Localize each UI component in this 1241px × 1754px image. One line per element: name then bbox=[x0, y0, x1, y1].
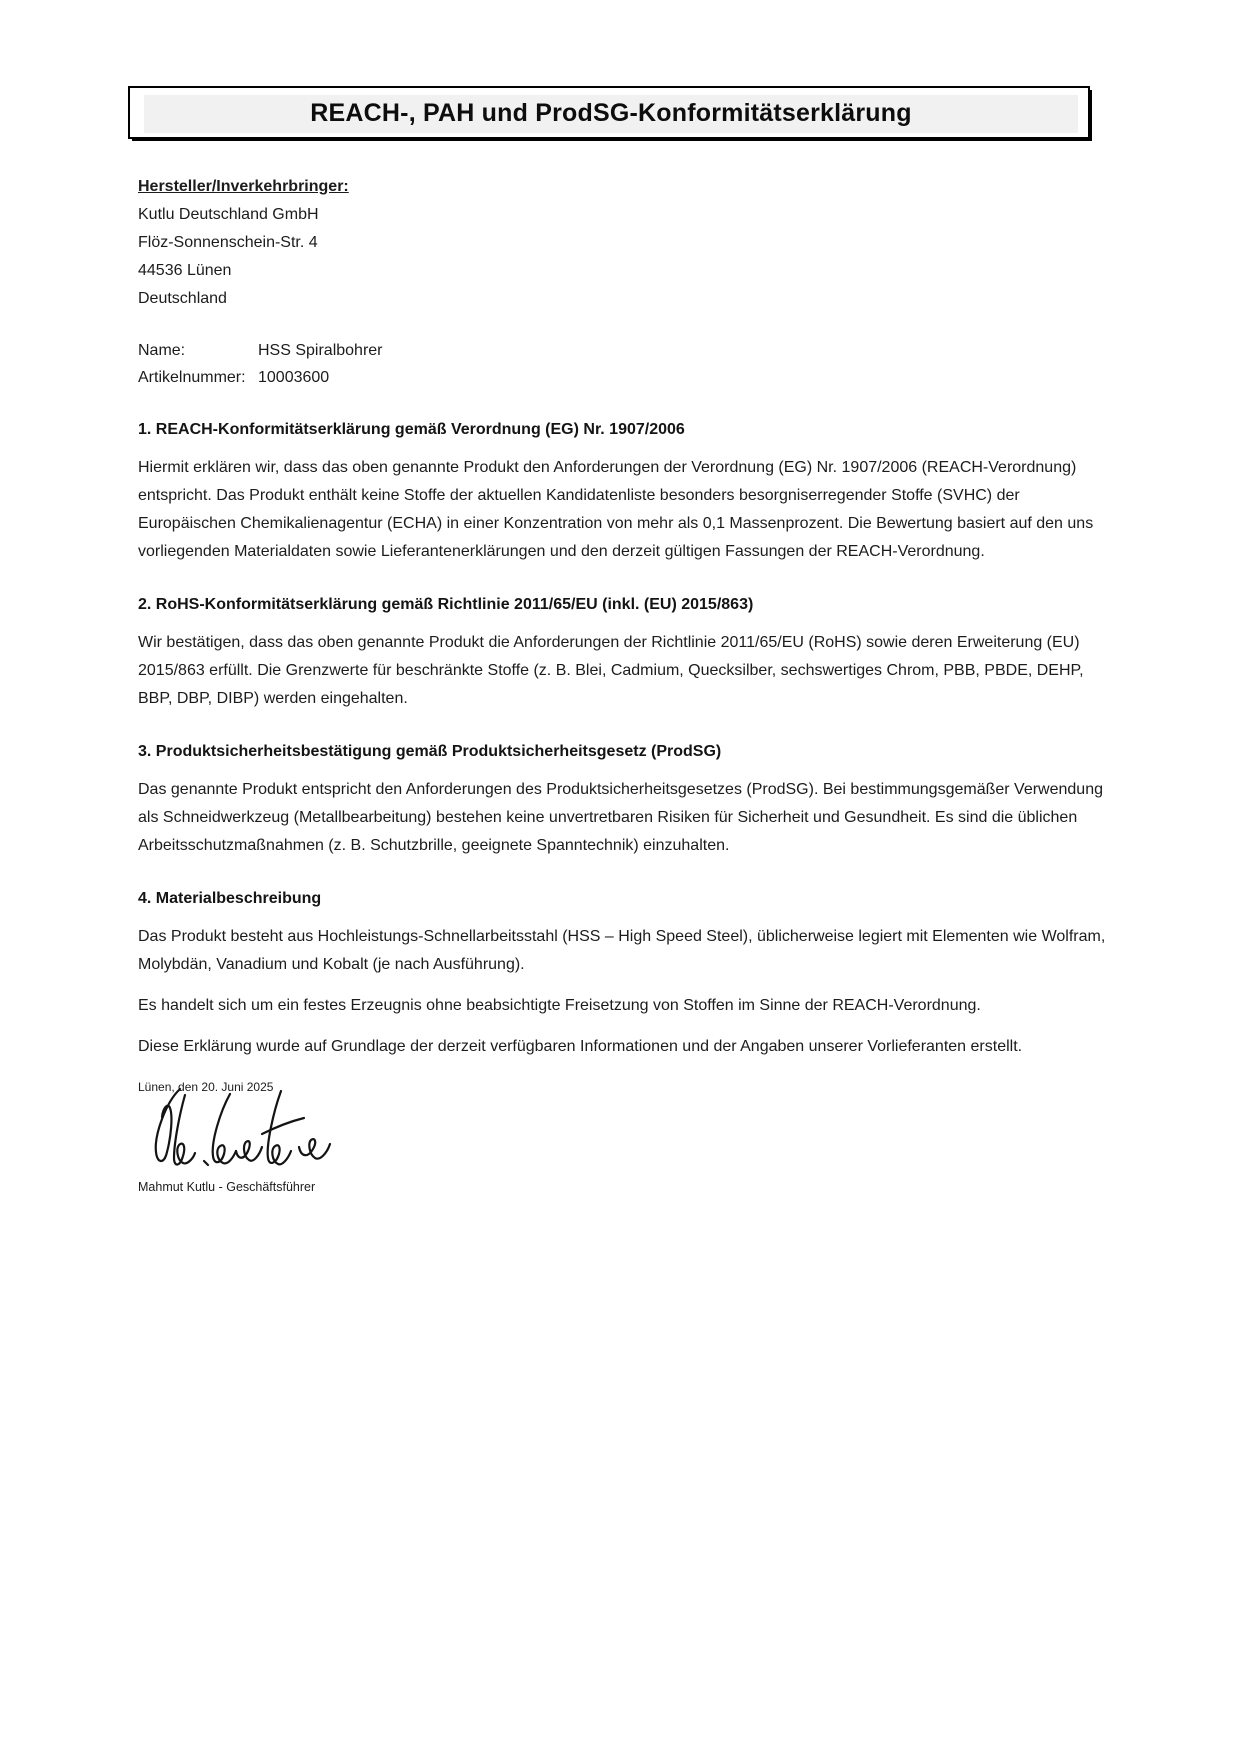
manufacturer-name: Kutlu Deutschland GmbH bbox=[138, 206, 319, 223]
section-reach-paragraph: Hiermit erklären wir, dass das oben genannte Produkt den Anforderungen der Verordnung (EG) Nr. 1907/2006 (REACH-Verordnung) entspricht. Das Produkt enthält keine Stoffe der aktuellen Kandidatenliste besonders besorgniserregender Stoffe (SVHC) der Europäischen Chemikalienagentur (ECHA) in einer Konzentration von mehr als 0,1 Massenprozent. Die Bewertung basiert auf den uns vorliegenden Materialdaten sowie Lieferantenerklärungen und den derzeit gültigen Fassungen der REACH-Verordnung. bbox=[138, 459, 1094, 560]
manufacturer-city: 44536 Lünen bbox=[138, 262, 232, 279]
product-article-label: Artikelnummer: bbox=[138, 369, 246, 386]
section-rohs bbox=[138, 594, 1113, 713]
signature-image bbox=[150, 1085, 1113, 1177]
product-name-value: HSS Spiralbohrer bbox=[258, 342, 383, 359]
section-material bbox=[138, 888, 1113, 1061]
section-material-paragraph-3: Diese Erklärung wurde auf Grundlage der derzeit verfügbaren Informationen und der Angaben unserer Vorlieferanten erstellt. bbox=[138, 1038, 1023, 1055]
manufacturer-country: Deutschland bbox=[138, 290, 227, 307]
product-block bbox=[138, 337, 1113, 391]
manufacturer-heading: Hersteller/Inverkehrbringer: bbox=[138, 178, 349, 195]
section-material-paragraph-1: Das Produkt besteht aus Hochleistungs-Schnellarbeitsstahl (HSS – High Speed Steel), üblicherweise legiert mit Elementen wie Wolfram, Molybdän, Vanadium und Kobalt (je nach Ausführung). bbox=[138, 928, 1106, 973]
signature-block bbox=[138, 1079, 1113, 1195]
product-name-row bbox=[138, 337, 1113, 364]
section-reach bbox=[138, 419, 1113, 566]
product-article-value: 10003600 bbox=[258, 369, 330, 386]
product-name-label: Name: bbox=[138, 342, 186, 359]
manufacturer-block bbox=[138, 173, 1113, 313]
title-box bbox=[128, 86, 1090, 139]
signer-name: Mahmut Kutlu - Geschäftsführer bbox=[138, 1180, 316, 1194]
page-title: REACH-, PAH und ProdSG-Konformitätserklärung bbox=[310, 99, 912, 127]
section-material-heading: 4. Materialbeschreibung bbox=[138, 890, 322, 907]
product-article-row bbox=[138, 364, 1113, 391]
section-reach-heading: 1. REACH-Konformitätserklärung gemäß Verordnung (EG) Nr. 1907/2006 bbox=[138, 421, 685, 438]
section-prodsg-paragraph: Das genannte Produkt entspricht den Anforderungen des Produktsicherheitsgesetzes (ProdSG). Bei bestimmungsgemäßer Verwendung als Schneidwerkzeug (Metallbearbeitung) bestehen keine unvertretbaren Risiken für Sicherheit und Gesundheit. Es sind die üblichen Arbeitsschutzmaßnahmen (z. B. Schutzbrille, geeignete Spanntechnik) einzuhalten. bbox=[138, 781, 1103, 854]
section-material-paragraph-2: Es handelt sich um ein festes Erzeugnis ohne beabsichtigte Freisetzung von Stoffen im Sinne der REACH-Verordnung. bbox=[138, 997, 981, 1014]
section-rohs-heading: 2. RoHS-Konformitätserklärung gemäß Richtlinie 2011/65/EU (inkl. (EU) 2015/863) bbox=[138, 596, 754, 613]
place-date: Lünen, den 20. Juni 2025 bbox=[138, 1080, 274, 1094]
section-prodsg-heading: 3. Produktsicherheitsbestätigung gemäß Produktsicherheitsgesetz (ProdSG) bbox=[138, 743, 722, 760]
section-rohs-paragraph: Wir bestätigen, dass das oben genannte Produkt die Anforderungen der Richtlinie 2011/65/EU (RoHS) sowie deren Erweiterung (EU) 2015/863 erfüllt. Die Grenzwerte für beschränkte Stoffe (z. B. Blei, Cadmium, Quecksilber, sechswertiges Chrom, PBB, PBDE, DEHP, BBP, DBP, DIBP) werden eingehalten. bbox=[138, 634, 1084, 707]
section-prodsg bbox=[138, 741, 1113, 860]
manufacturer-street: Flöz-Sonnenschein-Str. 4 bbox=[138, 234, 318, 251]
title-background bbox=[144, 95, 1078, 133]
